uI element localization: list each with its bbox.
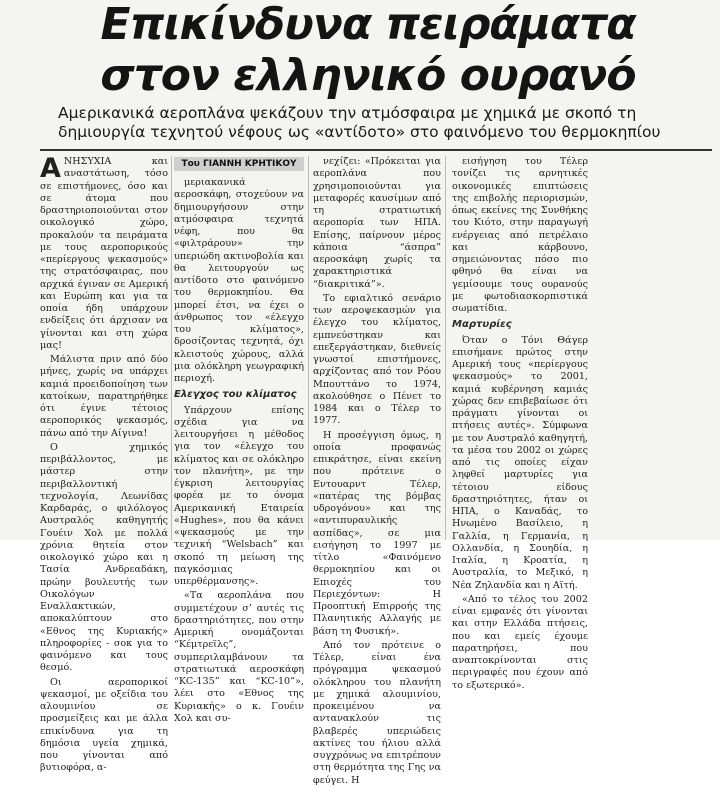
headline-line-1: Επικίνδυνα πειράματα xyxy=(100,0,636,50)
byline: Του ΓΙΑΝΝΗ ΚΡΗΤΙΚΟΥ xyxy=(174,157,304,171)
section-heading: Ελεγχος του κλίματος xyxy=(174,389,297,401)
paragraph: εισήγηση του Τέλερ τονίζει τις αρνητικές οικονομικές επιπτώσεις της επιβολής περιορισμών, όπως εκείνες της Συνθήκης του Κιότο, στην παραγωγή ενέργειας από πετρέλαιο και κάρβουνο, σημειώνοντας πόσο πιο φθηνό θα είναι να γεμίσουμε τους ουρανούς με φωτοδιασκορπιστικά σωματίδια. xyxy=(452,156,588,314)
paragraph: ΝΗΣΥΧΙΑ και αναστάτωση, τόσο σε επιστήμονες, όσο και σε άτομα που δραστηριοποιούνται στον οικολογικό χώρο, προκαλούν τα πειράματα με τους αεροπορικούς «περίεργους ψεκασμούς» της στρατόσφαιρας, που αρχικά έγιναν σε Αμερική και Ευρώπη και για τα οποία ήδη υπάρχουν ενδείξεις ότι άρχισαν να γίνονται και στη χώρα μας! xyxy=(40,156,168,351)
paragraph: «Τα αεροπλάνα που συμμετέχουν σ’ αυτές τις δραστηριότητες, που στην Αμερική ονομάζονται “Κέμτρεϊλς”, συμπεριλαμβάνουν τα στρατιωτικά αεροσκάφη “KC-135” και “KC-10”», λέει στο «Εθνος της Κυριακής» ο κ. Γουέιν Χολ και συ- xyxy=(174,590,304,724)
paragraph: Μάλιστα πριν από δύο μήνες, χωρίς να υπάρχει καμιά προειδοποίηση των κατοίκων, παρατηρήθηκε ότι έγινε τέτοιος αεροπορικός ψεκασμός, πάνω από την Αίγινα! xyxy=(40,354,168,439)
paragraph: Οι αεροπορικοί ψεκασμοί, με οξείδια του αλουμινίου σε προσμείξεις και με άλλα επικίνδυνα για τη δημόσια υγεία χημικά, που γίνονται από βυτιοφόρα, α- xyxy=(40,676,168,774)
column-divider xyxy=(445,156,446,540)
paragraph: Υπάρχουν επίσης σχέδια για να λειτουργήσει η μέθοδος για τον «έλεγχο του κλίματος και σε ολόκληρο τον πλανήτη», με την έγκριση λειτουργίας φορέα με το όνομα Αμερικανική Εταιρεία «Hughes», που θα κάνει «ψεκασμούς με την τεχνική “Welsbach” και σκοπό τη μείωση της παγκόσμιας υπερθέρμανσης». xyxy=(174,404,304,587)
paragraph: «Από το τέλος του 2002 είναι εμφανές ότι γίνονται και στην Ελλάδα πτήσεις, που και εμείς έχουμε παρατηρήσει, που αναπτοκρίνονται στις περιγραφές που έχουν από το εξωτερικό». xyxy=(452,593,588,691)
column-divider xyxy=(171,156,172,540)
divider-rule xyxy=(40,149,712,151)
headline-line-2: στον ελληνικό ουρανό xyxy=(100,50,636,101)
paragraph: νεχίζει: «Πρόκειται για αεροπλάνα που χρησιμοποιούνται για μεταφορές καυσίμων από τη στρατιωτική αεροπορία των ΗΠΑ. Επίσης, παίρνουν μέρος κάποια “άσπρα” αεροσκάφη χωρίς τα χαρακτηριστικά “διακριτικά”». xyxy=(313,156,441,290)
paragraph: Από τον πρότεινε ο Τέλερ, είναι ένα πρόγραμμα ψεκασμού ολόκληρου του πλανήτη με χημικά αλουμινίου, προκειμένου να αντανακλούν τις βλαβερές υπεριώδεις ακτίνες του ήλιου αλλά συγχρόνως να επιτρέπουν στη θερμότητα της Γης να φεύγει. Η xyxy=(313,639,441,786)
paragraph: Όταν ο Τόνι Θάγερ επισήμανε πρώτος στην Αμερική τους «περίεργους ψεκασμούς» το 2001, καμιά κυβέρνηση καμιάς χώρας δεν επιβεβαίωσε ότι πράγματι γίνονται οι πτήσεις αυτές». Σύμφωνα με τον Αυστραλό καθηγητή, τα μέσα του 2002 οι χώρες από τις οποίες είχαν ληφθεί μαρτυρίες για τέτοιου είδους δραστηριότητες, ήταν οι ΗΠΑ, ο Καναδάς, το Ηνωμένο Βασίλειο, η Γαλλία, η Γερμανία, η Ολλανδία, η Σουηδία, η Ιταλία, η Κροατία, η Αυστραλία, το Μεξικό, η Νέα Ζηλανδία και η Αϊτή. xyxy=(452,334,588,591)
article-column-3 xyxy=(313,156,441,786)
paragraph: Ο χημικός περιβάλλοντος, με μάστερ στην περιβαλλοντική τεχνολογία, Λεωνίδας Καρδαράς, ο φιλόλογος Αυστραλός καθηγητής Γουέιν Χολ με πολλά χρόνια θητεία στον οικολογικό χώρο και η Τασία Ανδρεαδάκη, πρώην βουλευτής των Οικολόγων Εναλλακτικών, αποκαλύπτουν στο «Εθνος της Κυριακής» πληροφορίες - σοκ για το φαινόμενο και τους θεσμό. xyxy=(40,441,168,674)
article-column-4 xyxy=(452,156,588,691)
article-column-2 xyxy=(174,163,304,724)
drop-cap: Α xyxy=(40,153,61,184)
article-column-1 xyxy=(40,153,168,774)
paragraph: μεριακανικά αεροσκάφη, στοχεύουν να δημιουργήσουν στην ατμόσφαιρα τεχνητά νέφη, που θα «φιλτράρουν» την υπεριώδη ακτινοβολία και θα λειτουργούν ως αντίδοτο στο φαινόμενο του θερμοκηπίου. Θα μπορεί έτσι, να έχει ο άνθρωπος τον «έλεγχο του κλίματος», δροσίζοντας τεχνητά, όχι κλειστούς χώρους, αλλά μια ολόκληρη γεωγραφική περιοχή. xyxy=(174,177,304,384)
subheadline: Αμερικανικά αεροπλάνα ψεκάζουν την ατμόσφαιρα με χημικά με σκοπό τη δημιουργία τεχνητού νέφους ως «αντίδοτο» στο φαινόμενο του θερμοκηπίου xyxy=(58,104,661,141)
column-divider xyxy=(308,156,309,540)
paragraph: Το εφιαλτικό σενάριο των αεροψεκασμών για έλεγχο του κλίματος, εμπνεύστηκαν και επεξεργάστηκαν, διεθνείς γνωστοί επιστήμονες, αρχίζοντας από τον Ρόου Μπουττάνο το 1974, ακολούθησε ο Πένετ το 1984 και ο Τέλερ το 1977. xyxy=(313,292,441,427)
section-heading: Μαρτυρίες xyxy=(452,319,512,331)
paragraph: Η προσέγγιση όμως, η οποία προφανώς επικράτησε, είναι εκείνη που πρότεινε ο Εντουαρντ Τέλερ, «πατέρας της βόμβας υδρογόνου» και της «αντιπυραυλικής ασπίδας», σε μια εισήγηση το 1997 με τίτλο «Φαινόμενο θερμοκηπίου και οι Επιοχές του Περιεχόντων: Η Προοπτική Επιρροής της Πλανητικής Αλλαγής με βάση τη Φυσική». xyxy=(313,429,441,637)
